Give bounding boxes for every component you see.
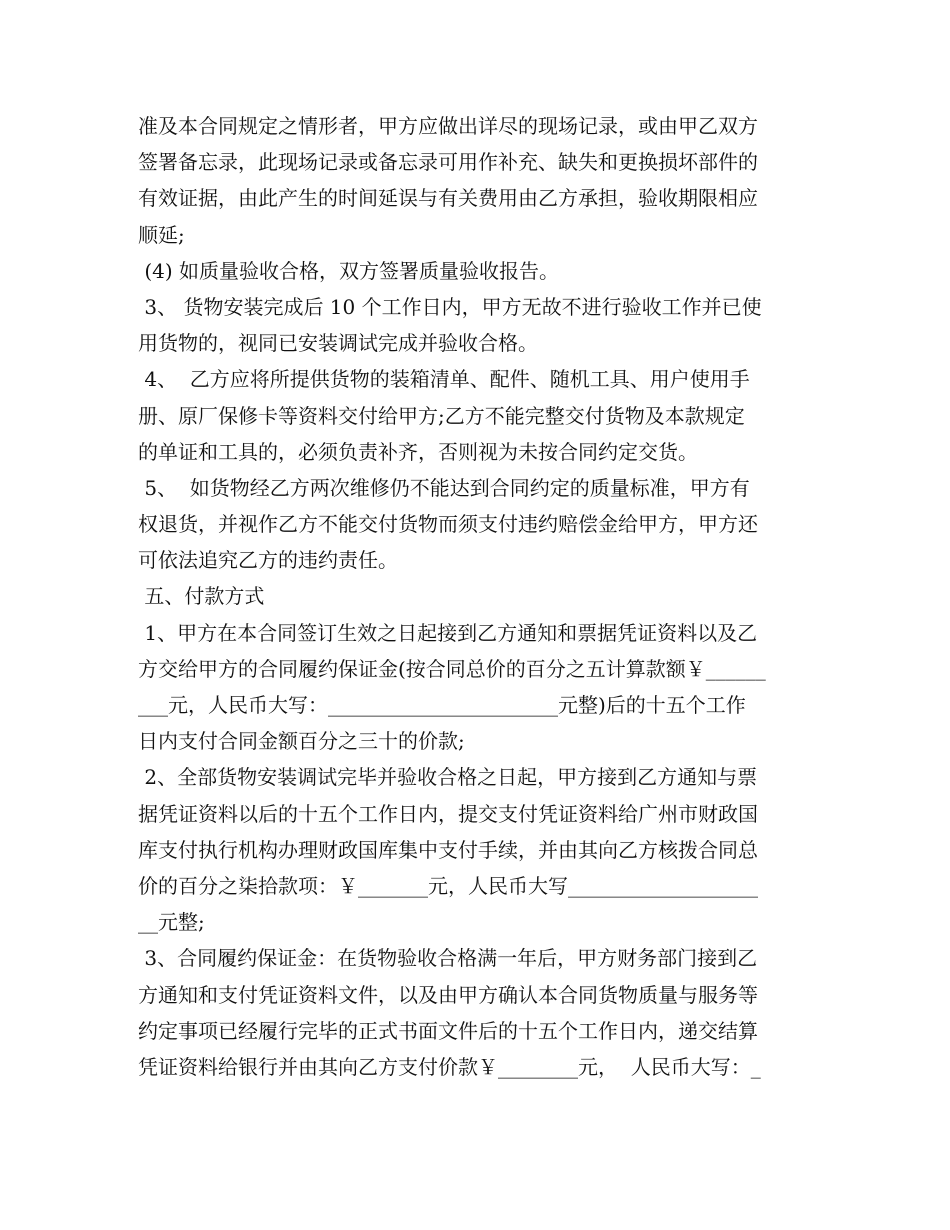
text-line: 5、 如货物经乙方两次维修仍不能达到合同约定的质量标准，甲方有	[138, 475, 750, 500]
text-line: 用货物的，视同已安装调试完成并验收合格。	[138, 331, 538, 356]
text-line: 3、 货物安装完成后 10 个工作日内，甲方无故不进行验收工作并已使	[138, 294, 762, 319]
contract-text	[138, 108, 818, 1085]
text-line: 权退货，并视作乙方不能交付货物而须支付违约赔偿金给甲方，甲方还	[138, 512, 758, 537]
text-line: 4、 乙方应将所提供货物的装箱清单、配件、随机工具、用户使用手	[138, 367, 750, 392]
text-line: 2、全部货物安装调试完毕并验收合格之日起，甲方接到乙方通知与票	[138, 765, 758, 790]
text-line: 价的百分之柒拾款项：￥_______元，人民币大写___________________	[138, 873, 758, 898]
text-line: 库支付执行机构办理财政国库集中支付手续，并由其向乙方核拨合同总	[138, 837, 758, 862]
text-line: 日内支付合同金额百分之三十的价款;	[138, 729, 465, 754]
text-line: 准及本合同规定之情形者，甲方应做出详尽的现场记录，或由甲乙双方	[138, 114, 758, 138]
text-line: 方通知和支付凭证资料文件，以及由甲方确认本合同货物质量与服务等	[138, 982, 758, 1007]
text-line: 顺延;	[138, 222, 185, 247]
text-line: (4) 如质量验收合格，双方签署质量验收报告。	[138, 258, 560, 283]
text-line: 签署备忘录，此现场记录或备忘录可用作补充、缺失和更换损坏部件的	[138, 150, 758, 175]
text-line: 可依法追究乙方的违约责任。	[138, 548, 398, 573]
text-line: __元整;	[138, 910, 205, 935]
text-line: 1、甲方在本合同签订生效之日起接到乙方通知和票据凭证资料以及乙	[138, 620, 758, 645]
text-line: 据凭证资料以后的十五个工作日内，提交支付凭证资料给广州市财政国	[138, 801, 758, 826]
text-line: 方交给甲方的合同履约保证金(按合同总价的百分之五计算款额￥______	[138, 656, 766, 681]
text-line: 约定事项已经履行完毕的正式书面文件后的十五个工作日内，递交结算	[138, 1018, 758, 1043]
text-line: ___元，人民币大写：_______________________元整)后的十五个工作	[138, 693, 746, 717]
text-line: 3、合同履约保证金：在货物验收合格满一年后，甲方财务部门接到乙	[138, 946, 758, 971]
section-heading: 五、付款方式	[138, 584, 265, 609]
text-line: 册、原厂保修卡等资料交付给甲方;乙方不能完整交付货物及本款规定	[138, 403, 745, 428]
text-line: 有效证据，由此产生的时间延误与有关费用由乙方承担，验收期限相应	[138, 186, 758, 211]
text-line: 的单证和工具的，必须负责补齐，否则视为未按合同约定交货。	[138, 439, 698, 464]
text-line: 凭证资料给银行并由其向乙方支付价款￥________元， 人民币大写：_	[138, 1054, 761, 1079]
